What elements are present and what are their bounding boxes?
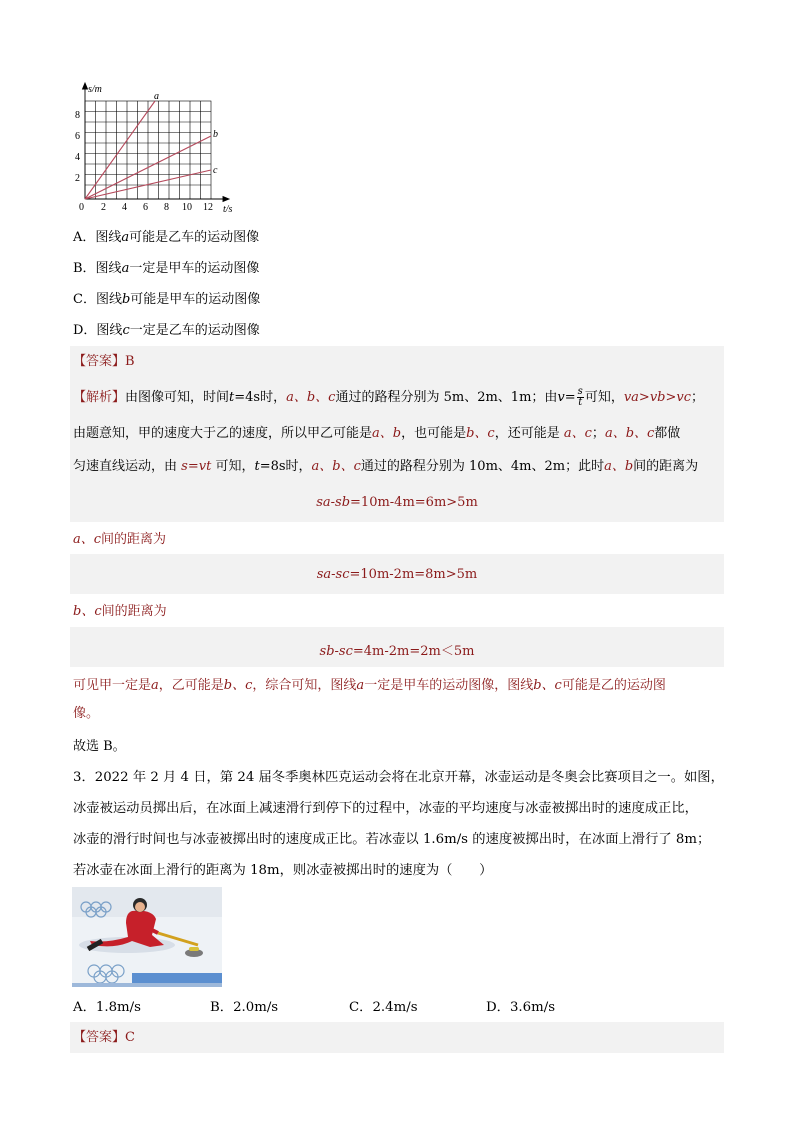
conclusion-select: 故选 B。 [73, 739, 126, 754]
y-tick: 4 [75, 152, 80, 163]
curling-photo [72, 887, 222, 987]
answer-2-block [70, 1022, 724, 1053]
question-3-line-3: 冰壶的滑行时间也与冰壶被掷出时的速度成正比。若冰壶以 1.6m/s 的速度被掷出时，在冰面上滑行了 8m； [73, 832, 711, 847]
equation-3: sb-sc=4m-2m=2m＜5m [319, 644, 475, 659]
line-label-a: a [154, 91, 159, 102]
choice-d: D．3.6m/s [486, 1000, 556, 1015]
choice-b: B．2.0m/s [210, 1000, 279, 1015]
option-a: A．图线a可能是乙车的运动图像 [73, 230, 260, 245]
analysis-line-1: 【解析】由图像可知，时间t=4s时，a、b、c通过的路程分别为 5m、2m、1m；由v= $\frac{s}{t}$ 可知，va>vb>vc； [73, 386, 705, 408]
x-tick: 0 [79, 202, 84, 213]
x-axis-label: t/s [223, 204, 233, 215]
line-label-b: b [213, 129, 218, 140]
analysis-line-2: 由题意知，甲的速度大于乙的速度，所以甲乙可能是a、b，也可能是b、c，还可能是 a、c；a、b、c都做 [73, 426, 681, 441]
y-axis-label: s/m [88, 84, 102, 95]
conclusion-line-1: 可见甲一定是a，乙可能是b、c，综合可知，图线a一定是甲车的运动图像，图线b、c可能是乙的运动图 [73, 678, 666, 693]
x-tick: 2 [101, 202, 106, 213]
line-label-c: c [213, 165, 218, 176]
question-3-line-4: 若冰壶在冰面上滑行的距离为 18m，则冰壶被掷出时的速度为（ ） [73, 863, 493, 878]
x-tick: 12 [203, 202, 213, 213]
conclusion-line-2: 像。 [73, 706, 100, 721]
equation-1: sa-sb=10m-4m=6m>5m [316, 495, 478, 510]
question-3-line-1: 3．2022 年 2 月 4 日，第 24 届冬季奥林匹克运动会将在北京开幕，冰壶运动是冬奥会比赛项目之一。如图， [73, 770, 724, 785]
y-tick: 2 [75, 173, 80, 184]
y-tick: 8 [75, 110, 80, 121]
choice-a: A．1.8m/s [73, 1000, 141, 1015]
choice-c: C．2.4m/s [349, 1000, 418, 1015]
x-tick: 6 [143, 202, 148, 213]
ac-distance-label: a、c间的距离为 [73, 532, 167, 547]
analysis-line-3: 匀速直线运动，由 s=vt 可知，t=8s时，a、b、c通过的路程分别为 10m、4m、2m；此时a、b间的距离为 [73, 459, 699, 474]
answer-1: 【答案】B [73, 354, 135, 369]
option-c: C．图线b可能是甲车的运动图像 [73, 292, 261, 307]
x-tick: 4 [122, 202, 127, 213]
fraction: $\frac{s}{t}$ [577, 386, 583, 408]
bc-distance-label: b、c间的距离为 [73, 604, 167, 619]
equation-2: sa-sc=10m-2m=8m>5m [316, 567, 478, 582]
answer-2: 【答案】C [73, 1030, 135, 1045]
option-b: B．图线a一定是甲车的运动图像 [73, 261, 260, 276]
x-tick: 10 [182, 202, 192, 213]
x-tick: 8 [164, 202, 169, 213]
question-3-line-2: 冰壶被运动员掷出后，在冰面上减速滑行到停下的过程中，冰壶的平均速度与冰壶被掷出时的速度成正比， [73, 801, 698, 816]
y-tick: 6 [75, 131, 80, 142]
option-d: D．图线c一定是乙车的运动图像 [73, 323, 260, 338]
s-t-graph [66, 80, 246, 220]
